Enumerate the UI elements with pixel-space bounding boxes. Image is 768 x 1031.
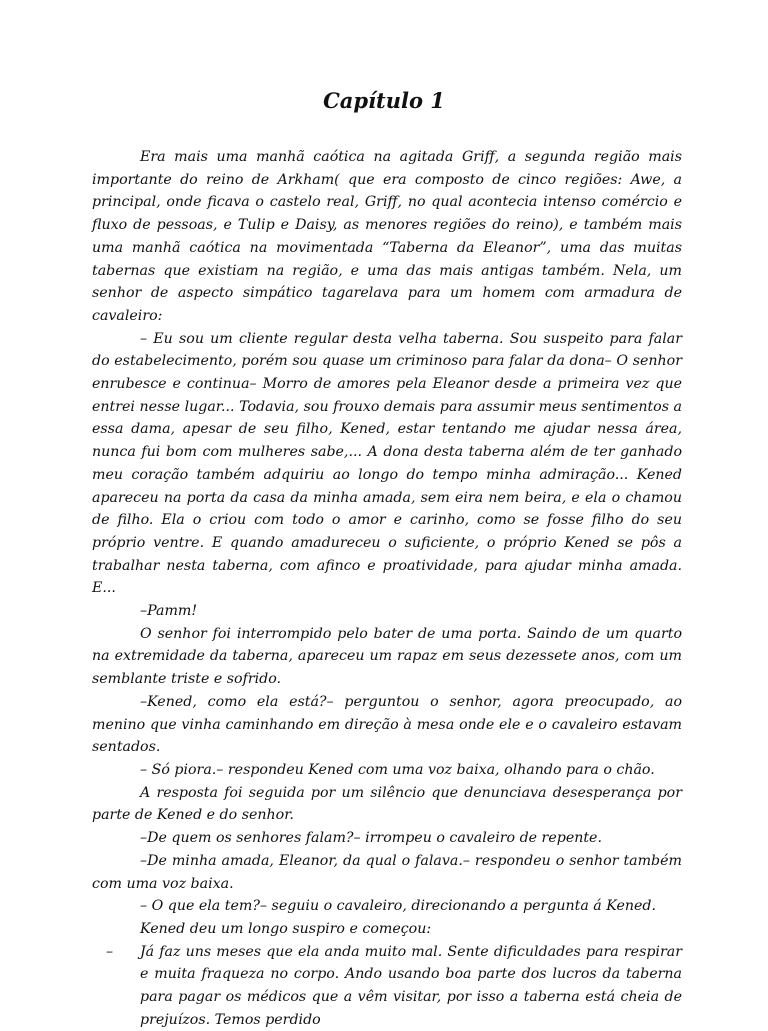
paragraph: –De minha amada, Eleanor, da qual o falava.– respondeu o senhor também com uma voz baixa. [92, 852, 682, 892]
paragraph: – Só piora.– respondeu Kened com uma voz baixa, olhando para o chão. [140, 761, 655, 778]
paragraph: Era mais uma manhã caótica na agitada Griff, a segunda região mais importante do reino de Arkham( que era composto de cinco regiões: Awe, a principal, onde ficava o castelo real, Griff, no qual acontecia intenso comércio e fluxo de pessoas, e Tulip e Daisy, as menores regiões do reino), e também mais uma manhã caótica na movimentada “Taberna da Eleanor”, uma das muitas tabernas que existiam na região, e uma das mais antigas também. Nela, um senhor de aspecto simpático tagarelava para um homem com armadura de cavaleiro: [92, 149, 682, 324]
paragraph: – Eu sou um cliente regular desta velha taberna. Sou suspeito para falar do estabelecimento, porém sou quase um criminoso para falar da dona– O senhor enrubesce e continua– Morro de amores pela Eleanor desde a primeira vez que entrei nesse lugar... Todavia, sou frouxo demais para assumir meus sentimentos a essa dama, apesar de seu filho, Kened, estar tentando me ajudar nessa área, nunca fui bom com mulheres sabe,... A dona desta taberna além de ter ganhado meu coração também adquiriu ao longo do tempo minha admiração... Kened apareceu na porta da casa da minha amada, sem eira nem beira, e ela o chamou de filho. Ela o criou com todo o amor e carinho, como se fosse filho do seu próprio ventre. E quando amadureceu o suficiente, o próprio Kened se pôs a trabalhar nesta taberna, com afinco e proatividade, para ajudar minha amada. E... [92, 330, 682, 597]
paragraph: Kened deu um longo suspiro e começou: [140, 920, 432, 937]
paragraph: – O que ela tem?– seguiu o cavaleiro, direcionando a pergunta á Kened. [140, 898, 657, 915]
chapter-title: Capítulo 1 [323, 88, 445, 113]
bullet-dash: – [106, 943, 114, 960]
paragraph: –Kened, como ela está?– perguntou o senhor, agora preocupado, ao menino que vinha caminhando em direção à mesa onde ele e o cavaleiro estavam sentados. [92, 693, 682, 756]
chapter-body [92, 146, 682, 1031]
paragraph: –De quem os senhores falam?– irrompeu o cavaleiro de repente. [140, 830, 602, 847]
paragraph: O senhor foi interrompido pelo bater de uma porta. Saindo de um quarto na extremidade da taberna, apareceu um rapaz em seus dezessete anos, com um semblante triste e sofrido. [92, 625, 682, 688]
paragraph: –Pamm! [140, 603, 198, 620]
bullet-paragraph [92, 941, 682, 1031]
bullet-text: Já faz uns meses que ela anda muito mal. Sente dificuldades para respirar e muita fraqueza no corpo. Ando usando boa parte dos lucros da taberna para pagar os médicos que a vêm visitar, por isso a taberna está cheia de prejuízos. Temos perdido [140, 943, 682, 1028]
paragraph: A resposta foi seguida por um silêncio que denunciava desesperança por parte de Kened e do senhor. [92, 784, 682, 824]
